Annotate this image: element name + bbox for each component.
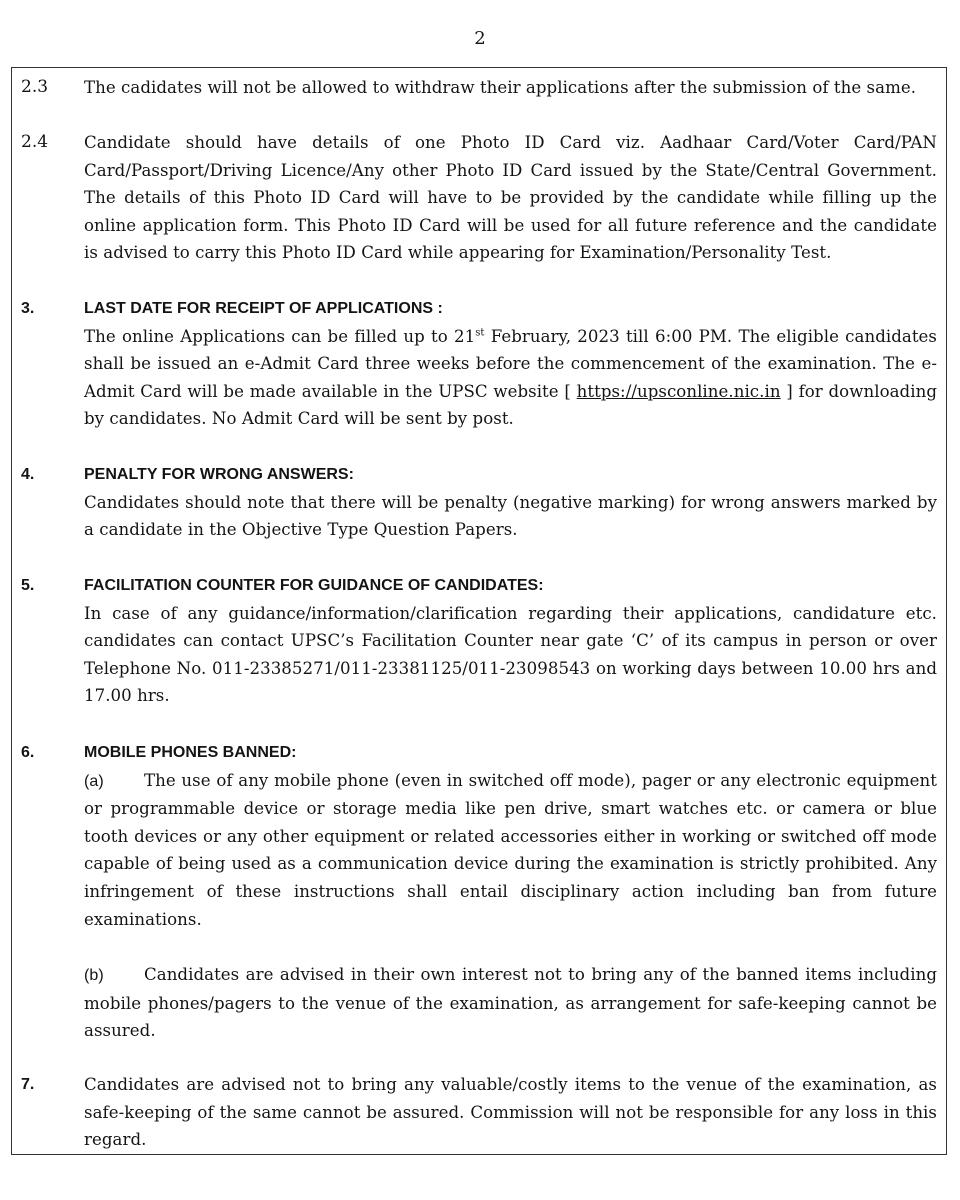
section-text: Candidates are advised not to bring any valuable/costly items to the venue of the examination, as safe-keeping of the same cannot be assured. Commission will not be responsible for any loss in this regard. xyxy=(84,1075,937,1150)
section-number: 5. xyxy=(21,577,35,594)
section-number: 6. xyxy=(21,744,35,761)
section-text: The cadidates will not be allowed to withdraw their applications after the submission of the same. xyxy=(84,78,917,97)
section-2-4 xyxy=(12,129,946,267)
section-heading: FACILITATION COUNTER FOR GUIDANCE OF CANDIDATES: xyxy=(84,577,544,594)
subsection-label: (a) xyxy=(84,772,104,790)
page-number: 2 xyxy=(474,28,486,49)
section-4 xyxy=(12,461,946,544)
section-number: 7. xyxy=(21,1076,35,1093)
section-7 xyxy=(12,1071,946,1154)
section-heading: PENALTY FOR WRONG ANSWERS: xyxy=(84,466,354,483)
section-6 xyxy=(12,739,946,933)
section-text xyxy=(84,323,937,433)
section-heading: LAST DATE FOR RECEIPT OF APPLICATIONS : xyxy=(84,300,443,317)
section-number: 4. xyxy=(21,466,35,483)
section-text: In case of any guidance/information/clarification regarding their applications, candidature etc. candidates can contact UPSC’s Facilitation Counter near gate ‘C’ of its campus in person or over Telephone No. 011-23385271/011-23381125/011-23098543 on working days between 10.00 hrs and 17.00 hrs. xyxy=(84,603,937,706)
text-part: February, 2023 till 6:00 PM. The eligible candidates shall be issued an e-Admit Card three weeks before the commencement of the examination. The e-Admit Card will be made available in the UPSC website [ xyxy=(84,326,937,401)
section-heading: MOBILE PHONES BANNED: xyxy=(84,744,297,761)
section-text: Candidate should have details of one Photo ID Card viz. Aadhaar Card/Voter Card/PAN Card/Passport/Driving Licence/Any other Photo ID Card issued by the State/Central Government. The details of this Photo ID Card will have to be provided by the candidate while filling up the online application form. This Photo ID Card will be used for all future reference and the candidate is advised to carry this Photo ID Card while appearing for Examination/Personality Test. xyxy=(84,133,937,263)
content-frame xyxy=(11,67,947,1155)
text-part: The online Applications can be filled up to 21 xyxy=(84,326,476,346)
upsc-website-link[interactable]: https://upsconline.nic.in xyxy=(576,381,781,401)
subsection-label: (b) xyxy=(84,967,104,984)
section-number: 3. xyxy=(21,300,35,317)
section-number: 2.4 xyxy=(21,132,49,152)
section-6b xyxy=(12,961,946,1045)
ordinal-suffix: st xyxy=(475,327,485,339)
subsection-text: The use of any mobile phone (even in switched off mode), pager or any electronic equipment or programmable device or storage media like pen drive, smart watches etc. or camera or blue tooth devices or any other equipment or related accessories either in working or switched off mode capable of being used as a communication device during the examination is strictly prohibited. Any infringement of these instructions shall entail disciplinary action including ban from future examinations. xyxy=(84,770,937,929)
subsection-b xyxy=(84,961,937,1045)
section-2-3 xyxy=(12,74,946,102)
text-part: ] for downloading by candidates. No Admit Card will be sent by post. xyxy=(84,381,937,429)
section-5 xyxy=(12,572,946,710)
subsection-a xyxy=(84,767,937,934)
section-3 xyxy=(12,295,946,433)
subsection-text: Candidates are advised in their own interest not to bring any of the banned items including mobile phones/pagers to the venue of the examination, as arrangement for safe-keeping cannot be assured. xyxy=(84,965,937,1041)
section-number: 2.3 xyxy=(21,77,49,97)
section-text: Candidates should note that there will be penalty (negative marking) for wrong answers marked by a candidate in the Objective Type Question Papers. xyxy=(84,492,937,540)
